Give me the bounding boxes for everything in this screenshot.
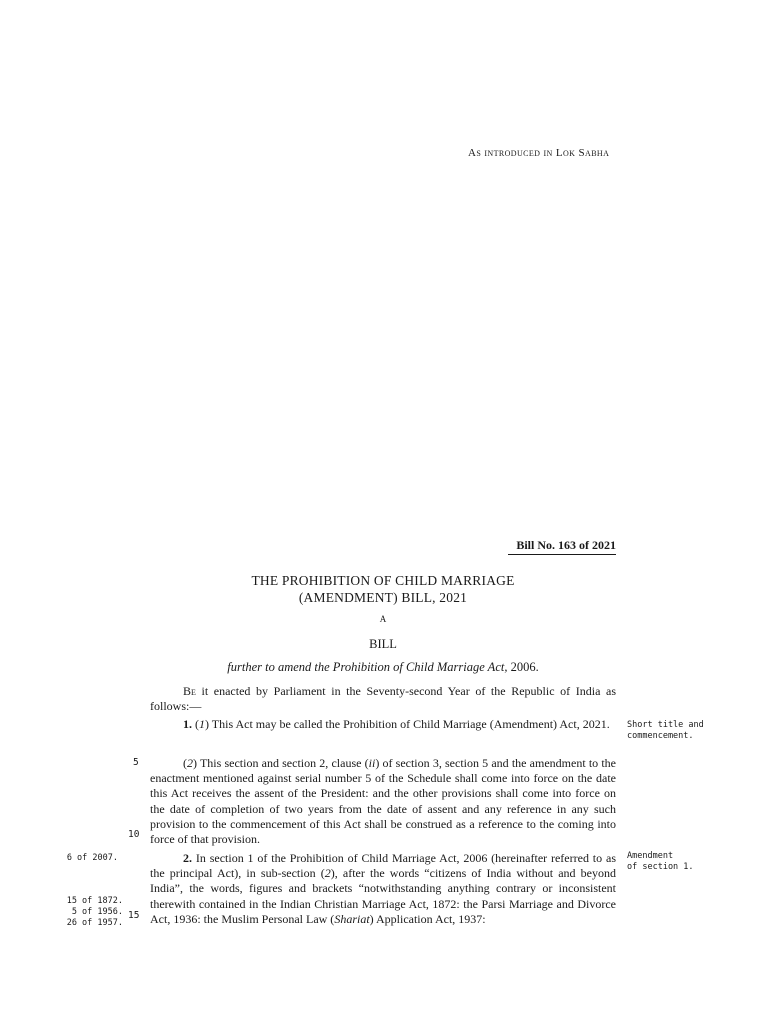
s2-shariat: Shariat (334, 911, 370, 926)
s2-c: ) Application Act, 1937: (369, 911, 486, 926)
s1-sub2-a: ) This section and section 2, clause ( (193, 756, 369, 770)
act-reference: 15 of 1872. (66, 896, 123, 906)
enacting-formula (150, 684, 616, 714)
marginal-note-line: Short title and (627, 720, 704, 730)
marginal-note-section-1 (627, 720, 747, 742)
bill-title-line-2: (AMENDMENT) BILL, 2021 (298, 590, 468, 605)
s1-sub2-num: 2 (187, 756, 193, 770)
line-number-10: 10 (128, 829, 140, 840)
act-reference: 26 of 1957. (66, 918, 123, 928)
long-title-text: further to amend the Prohibition of Child Marriage Act, (227, 660, 508, 674)
s2-b: ), after the words “citizens of India without and beyond India”, the words, figures and brackets “notwithstanding anything contrary or inconsistent therewith contained in the Indian Christian Marriage Act, 1872: the Parsi Marriage and Divorce Act, 1936: the Muslim Personal Law ( (150, 866, 616, 926)
s1-sub2-clause: ii (368, 756, 376, 770)
long-title-year: 2006. (507, 660, 539, 674)
enacting-lead: Be (183, 684, 196, 698)
article-a: A (379, 614, 387, 624)
section-2 (150, 851, 616, 927)
s2-a: In section 1 of the Prohibition of Child Marriage Act, 2006 (hereinafter referred to as the principal Act), in sub-section ( (150, 851, 616, 881)
section-1-sub-1 (150, 717, 616, 732)
section-1-number: 1. (183, 717, 192, 731)
s1-sub2-open: ( (183, 756, 187, 770)
marginal-note-line: commencement. (627, 731, 694, 741)
act-reference: 5 of 1956. (71, 907, 123, 917)
section-1-sub-2 (150, 756, 616, 847)
enacting-rest: it enacted by Parliament in the Seventy-second Year of the Republic of India as follows:— (150, 684, 616, 714)
bill-title (150, 572, 616, 606)
section-2-number: 2. (183, 851, 192, 865)
marginal-note-line: of section 1. (627, 862, 694, 872)
bill-title-line-1: THE PROHIBITION OF CHILD MARRIAGE (251, 573, 515, 588)
act-reference-1: 6 of 2007. (66, 853, 118, 863)
s1-sub2-b: ) of section 3, section 5 and the amendment to the enactment mentioned against serial number 5 of the Schedule shall come into force on the date this Act receives the assent of the President: and the other provisions shall come into force on the date of completion of two years from the date of assent and any reference in any such provision to the commencement of this Act shall be construed as a reference to the coming into force of that provision. (150, 756, 617, 847)
act-references-2 (53, 896, 123, 929)
s2-sub: 2 (324, 866, 331, 881)
long-title (150, 660, 616, 675)
marginal-note-section-2 (627, 851, 747, 873)
s1-sub1-rest: ) This Act may be called the Prohibition of Child Marriage (Amendment) Act, 2021. (205, 717, 610, 731)
bill-label: BILL (369, 637, 397, 651)
line-number-15: 15 (128, 910, 140, 921)
line-number-5: 5 (133, 757, 139, 768)
bill-number: Bill No. 163 of 2021 (508, 538, 616, 555)
s1-sub1-open: ( (192, 717, 199, 731)
s1-sub1-num: 1 (199, 717, 205, 731)
marginal-note-line: Amendment (627, 851, 674, 861)
introduction-note: As introduced in Lok Sabha (468, 147, 610, 159)
